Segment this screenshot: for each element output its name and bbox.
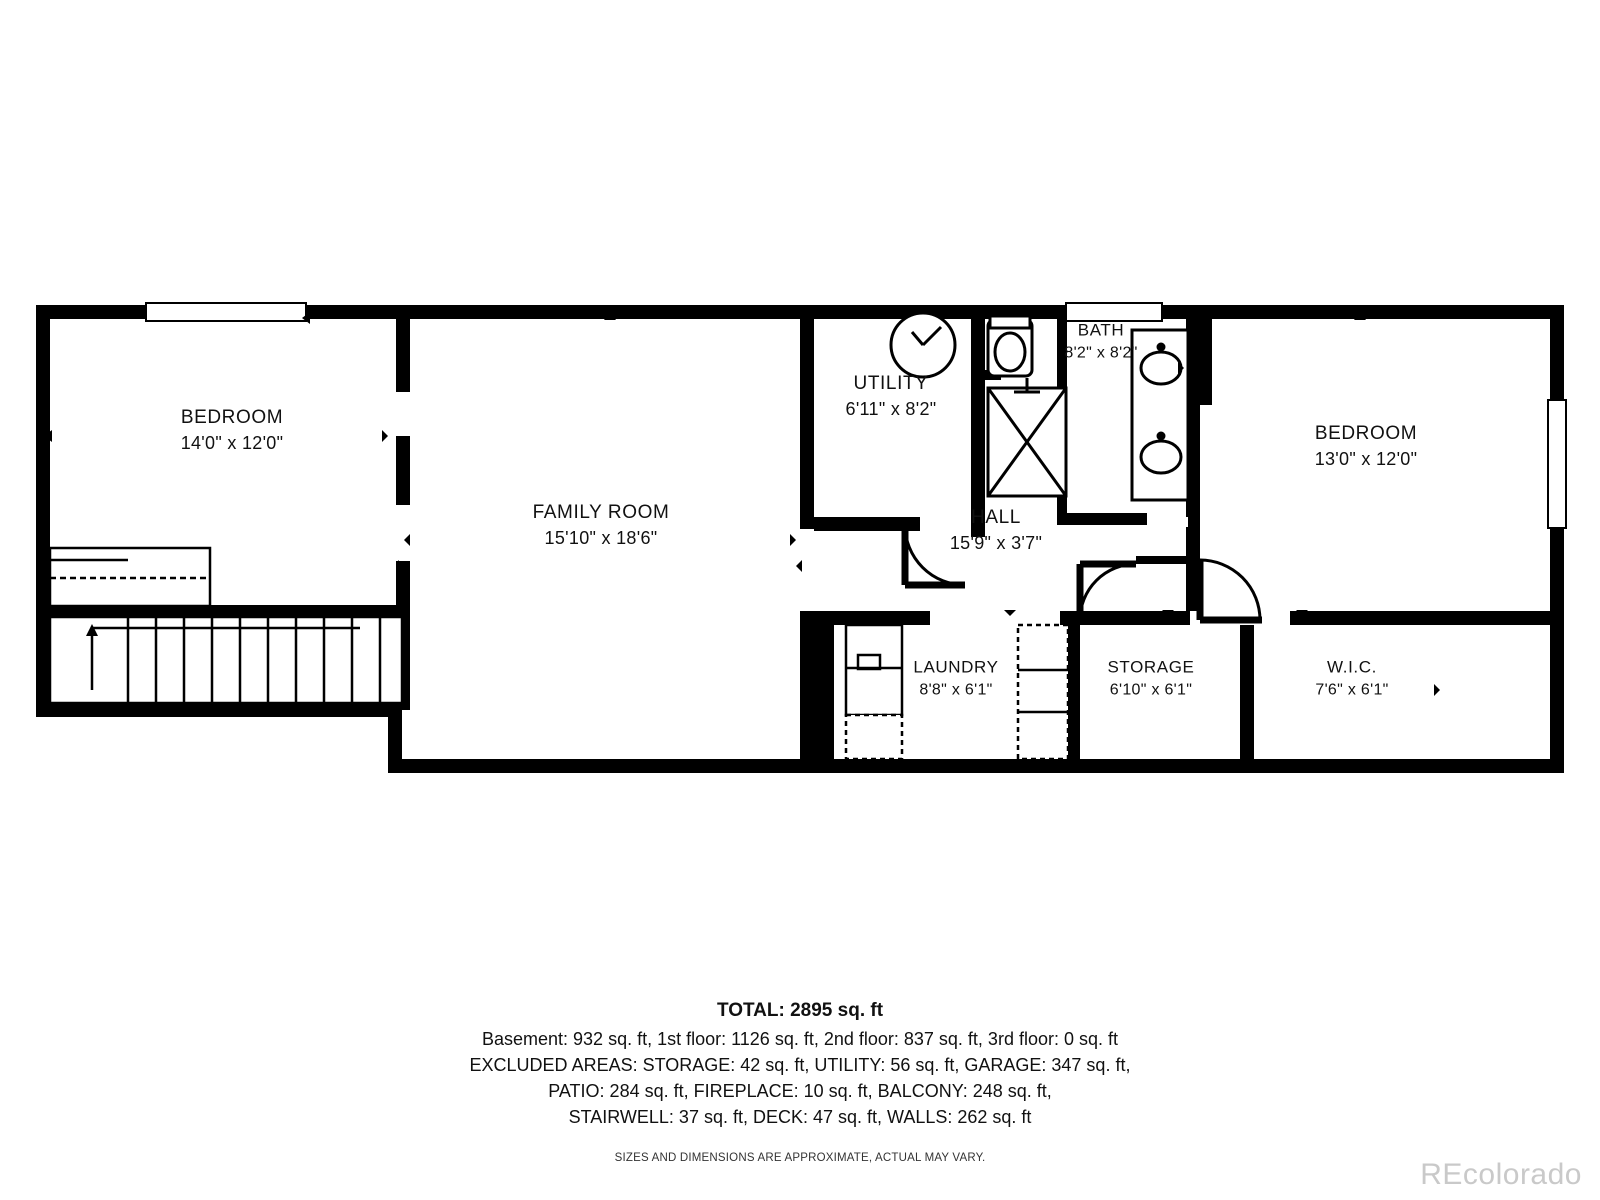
room-dimensions: 6'10" x 6'1" [1109, 681, 1193, 699]
room-name: BATH [1077, 320, 1125, 340]
room-dimensions: 14'0" x 12'0" [180, 432, 284, 453]
room-name: BEDROOM [1314, 423, 1418, 445]
excluded-areas-line-1: EXCLUDED AREAS: STORAGE: 42 sq. ft, UTILITY: 56 sq. ft, GARAGE: 347 sq. ft, [469, 1055, 1131, 1076]
room-name: W.I.C. [1327, 657, 1377, 677]
room-name: HALL [971, 507, 1021, 529]
excluded-areas-line-3: STAIRWELL: 37 sq. ft, DECK: 47 sq. ft, WALLS: 262 sq. ft [568, 1107, 1032, 1128]
recolorado-watermark: REcolorado [1420, 1158, 1582, 1191]
excluded-areas-line-2: PATIO: 284 sq. ft, FIREPLACE: 10 sq. ft, BALCONY: 248 sq. ft, [548, 1081, 1052, 1102]
room-dimensions: 15'10" x 18'6" [544, 527, 658, 548]
room-name: STORAGE [1107, 657, 1195, 677]
total-square-footage: TOTAL: 2895 sq. ft [716, 1000, 884, 1021]
floor-breakdown: Basement: 932 sq. ft, 1st floor: 1126 sq. ft, 2nd floor: 837 sq. ft, 3rd floor: 0 sq. ft [481, 1029, 1118, 1049]
plumbing-fixtures [891, 313, 1188, 500]
room-dimensions: 6'11" x 8'2" [845, 398, 937, 419]
room-dimensions: 8'2" x 8'2" [1064, 344, 1138, 362]
room-name: FAMILY ROOM [532, 502, 670, 524]
room-dimensions: 13'0" x 12'0" [1314, 448, 1418, 469]
room-dimensions: 7'6" x 6'1" [1315, 681, 1389, 699]
windows [146, 303, 1566, 528]
room-name: BEDROOM [180, 407, 284, 429]
room-name: LAUNDRY [913, 657, 999, 677]
stairs [50, 548, 402, 703]
disclaimer-text: SIZES AND DIMENSIONS ARE APPROXIMATE, ACTUAL MAY VARY. [614, 1152, 986, 1165]
door-swings [905, 525, 1262, 620]
area-summary [0, 1000, 1600, 1164]
laundry-fixtures [846, 625, 1068, 759]
room-name: UTILITY [853, 373, 929, 395]
room-dimensions: 8'8" x 6'1" [919, 681, 993, 699]
room-dimensions: 15'9" x 3'7" [949, 532, 1043, 553]
